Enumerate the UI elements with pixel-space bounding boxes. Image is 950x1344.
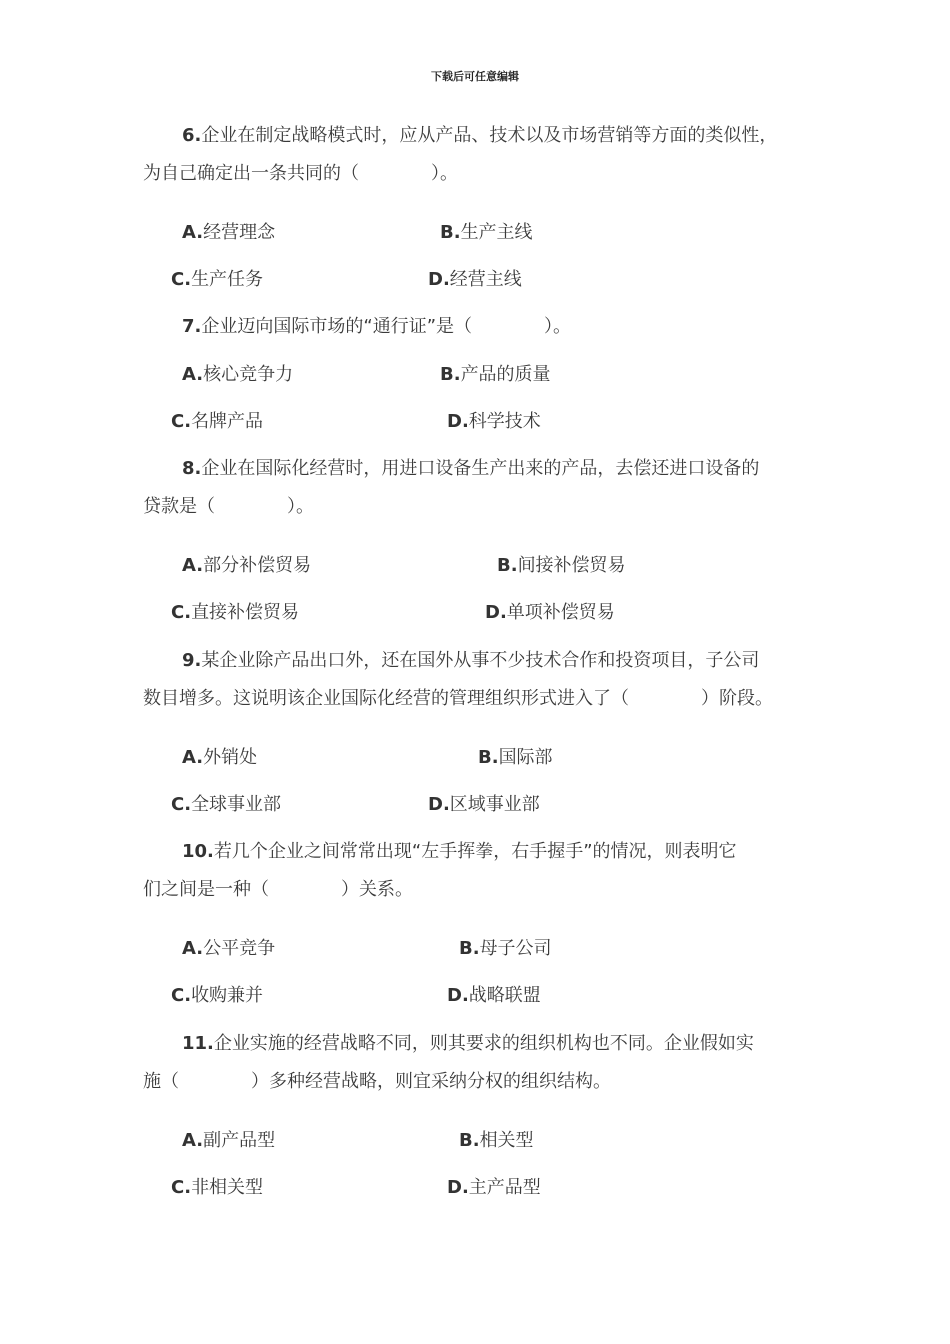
option-d: D.单项补偿贸易 xyxy=(485,602,615,623)
question-number: 9. xyxy=(182,650,202,671)
option-a: A.核心竞争力 xyxy=(182,364,294,385)
question-9-line-1: 9.某企业除产品出口外，还在国外从事不少技术合作和投资项目，子公司 xyxy=(182,650,760,671)
option-d: D.科学技术 xyxy=(447,411,541,432)
option-b: B.母子公司 xyxy=(459,938,552,959)
question-9-line-2: 数目增多。这说明该企业国际化经营的管理组织形式进入了（ ）阶段。 xyxy=(143,688,773,709)
option-c: C.收购兼并 xyxy=(171,985,264,1006)
option-a: A.外销处 xyxy=(182,747,258,768)
question-number: 7. xyxy=(182,316,202,337)
page-header: 下载后可任意编辑 xyxy=(431,70,519,83)
option-c: C.名牌产品 xyxy=(171,411,264,432)
question-6-line-1: 6.企业在制定战略模式时，应从产品、技术以及市场营销等方面的类似性， xyxy=(182,125,778,146)
question-11-line-1: 11.企业实施的经营战略不同，则其要求的组织机构也不同。企业假如实 xyxy=(182,1033,754,1054)
option-d: D.经营主线 xyxy=(428,269,522,290)
question-number: 10. xyxy=(182,841,214,862)
question-11-line-2: 施（ ）多种经营战略，则宜采纳分权的组织结构。 xyxy=(143,1071,611,1092)
option-c: C.生产任务 xyxy=(171,269,264,290)
question-6-line-2: 为自己确定出一条共同的（ ）。 xyxy=(143,163,458,184)
option-b: B.相关型 xyxy=(459,1130,534,1151)
option-b: B.产品的质量 xyxy=(440,364,551,385)
option-a: A.经营理念 xyxy=(182,222,276,243)
question-7-line-1: 7.企业迈向国际市场的“通行证”是（ ）。 xyxy=(182,316,572,337)
question-8-line-1: 8.企业在国际化经营时，用进口设备生产出来的产品，去偿还进口设备的 xyxy=(182,458,760,479)
option-c: C.直接补偿贸易 xyxy=(171,602,300,623)
option-b: B.国际部 xyxy=(478,747,553,768)
question-number: 6. xyxy=(182,125,202,146)
question-10-line-2: 们之间是一种（ ）关系。 xyxy=(143,879,413,900)
question-number: 11. xyxy=(182,1033,214,1054)
option-c: C.全球事业部 xyxy=(171,794,282,815)
question-8-line-2: 贷款是（ ）。 xyxy=(143,496,314,517)
option-d: D.主产品型 xyxy=(447,1177,541,1198)
question-10-line-1: 10.若几个企业之间常常出现“左手挥拳，右手握手”的情况，则表明它 xyxy=(182,841,737,862)
option-a: A.副产品型 xyxy=(182,1130,276,1151)
option-b: B.间接补偿贸易 xyxy=(497,555,626,576)
option-d: D.区域事业部 xyxy=(428,794,540,815)
option-c: C.非相关型 xyxy=(171,1177,264,1198)
question-number: 8. xyxy=(182,458,202,479)
option-b: B.生产主线 xyxy=(440,222,533,243)
option-a: A.公平竞争 xyxy=(182,938,276,959)
option-d: D.战略联盟 xyxy=(447,985,541,1006)
option-a: A.部分补偿贸易 xyxy=(182,555,312,576)
